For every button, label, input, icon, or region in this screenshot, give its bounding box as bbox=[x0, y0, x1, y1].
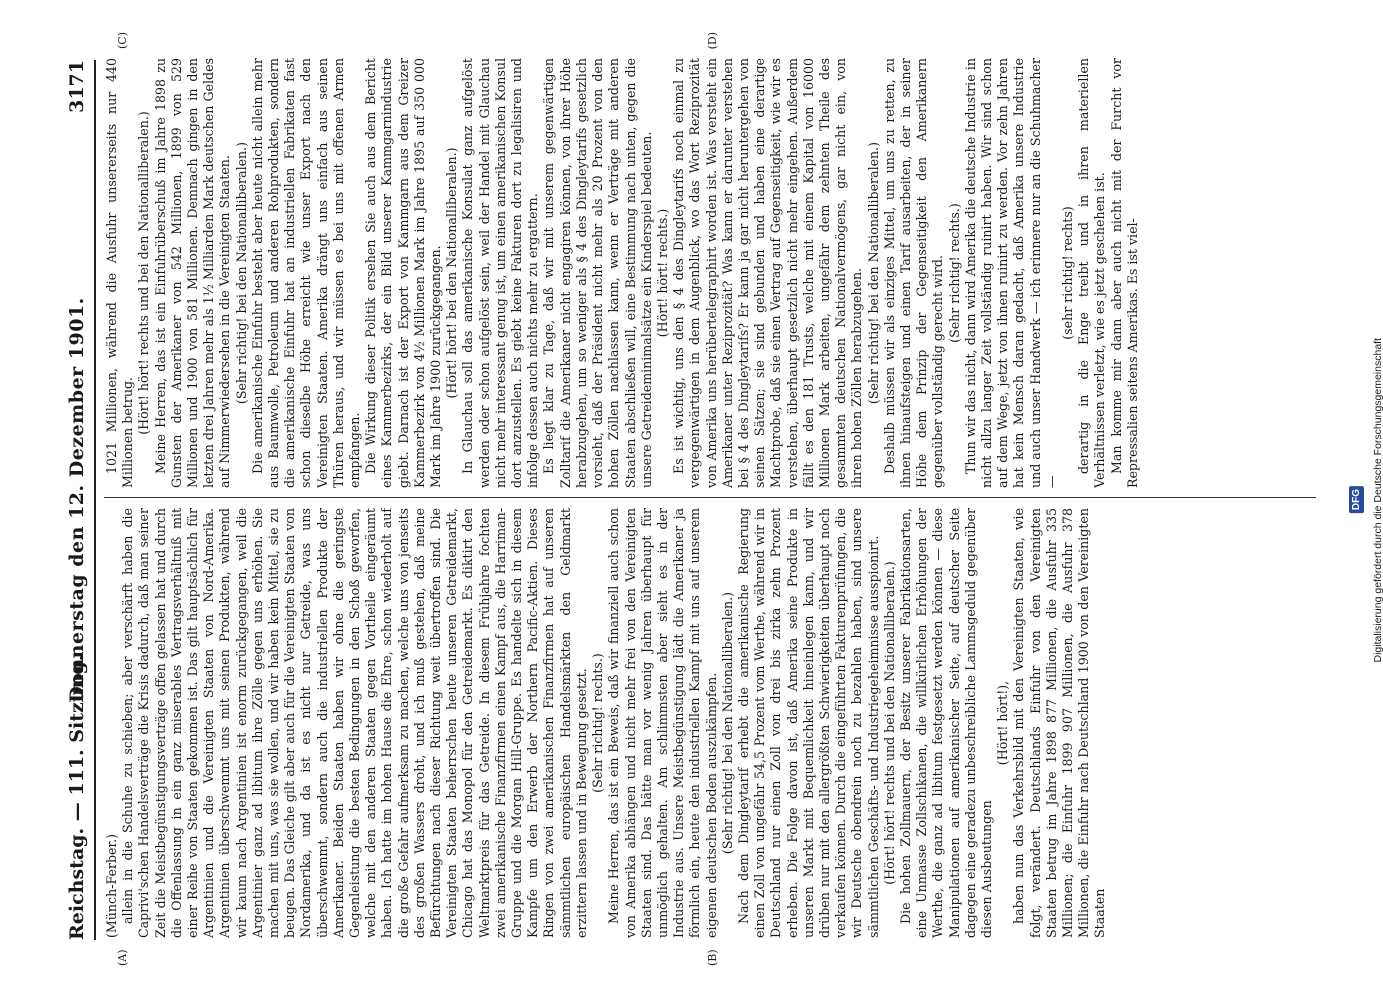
paragraph: Die hohen Zollmauern, der Besitz unserer Fabrikationsarten, eine Unmasse Zollschikanen, die willkürlichen Erhöhungen der Werthe, die ganz ad libitum festgesetzt werden können — diese Manipulationen auf amerikanischer Seite, auf deutscher Seite dagegen eine geradezu unbeschreibliche Lammsgeduld gegenüber diesen Ausbeutungen bbox=[897, 508, 994, 938]
credit-text: Digitalisierung gefördert durch die Deutsche Forschungsgemeinschaft bbox=[1371, 337, 1383, 663]
paragraph: Die Wirkung dieser Politik ersehen Sie auch aus dem Bericht eines Kammerbezirks, der ein Bild unserer Kammgarnindustrie giebt. Darnach ist der Export von Kammgarn aus dem Greizer Kammerbezirk von 4½ Millionen Mark im Jahre 1895 auf 350 000 Mark im Jahre 1900 zurückgegangen. bbox=[363, 58, 444, 488]
interjection: (Hört! hört! rechts und bei den Nationalliberalen.) bbox=[136, 111, 152, 435]
interjection: (sehr richtig! rechts) bbox=[1059, 206, 1075, 340]
dfg-logo: DFG bbox=[1349, 486, 1364, 513]
paragraph: Die amerikanische Einfuhr besteht aber heute nicht allein mehr aus Baumwolle, Petroleum und anderen Rohprodukten, sondern die amerikanische Einfuhr hat an industriellen Fabrikaten fast schon dieselbe Höhe erreicht wie unser Export nach den Vereinigten Staaten. Amerika drängt uns einfach aus seinen Thüren heraus, und wir müssen es bei uns mit offenen Armen empfangen. bbox=[249, 58, 363, 488]
paragraph: Deshalb müssen wir als einziges Mittel, um uns zu retten, zu ihnen hinaufsteigen und einen Tarif ausarbeiten, der in seiner Höhe dem Prinzip der Gegenseitigkeit den Amerikanern gegenüber vollständig gerecht wird. bbox=[881, 58, 946, 488]
left-text-column bbox=[104, 508, 1316, 938]
right-text-column bbox=[104, 58, 1316, 488]
header-section: Reichstag. — 111. Sitzung. bbox=[66, 654, 88, 940]
paragraph: derartig in die Enge treibt und in ihren materiellen Verhältnissen verletzt, wie es jetzt geschehen ist. bbox=[1076, 58, 1108, 488]
margin-marker-c: (C) bbox=[116, 32, 129, 49]
paragraph: Es ist wichtig, uns den § 4 des Dingleytarifs noch einmal zu vergegenwärtigen in dem Augenblick, wo das Wort Reziprozität von Amerika uns herübertelegraphirt worden ist. Was versteht ein Amerikaner unter Reziprozität? Was kann er darunter verstehen bei § 4 des Dingleytarifs? Er kann ja gar nicht heruntergehen von seinen Sätzen; sie sind gebunden und haben eine derartige Machtprobe, daß sie einen Vertrag auf Gegenseitigkeit, wie wir es verstehen, überhaupt gesetzlich nicht mehr eingehen. Außerdem fällt es den 181 Trusts, welche mit einem Kapital von 16000 Millionen Mark arbeiten, ungefähr dem zehnten Theile des gesammten deutschen Nationalvermögens, gar nicht ein, von ihren hohen Zöllen herabzugehen. bbox=[671, 58, 865, 488]
document-page bbox=[46, 30, 1336, 970]
interjection: (Sehr richtig! rechts.) bbox=[946, 203, 962, 343]
interjection: (Sehr richtig! bei den Nationalliberalen.) bbox=[719, 591, 735, 855]
speaker-name: (Münch-Ferber.) bbox=[104, 833, 119, 938]
paragraph: Meine Herren, das ist ein Einfuhrüberschuß im Jahre 1898 zu Gunsten der Amerikaner von 542 Millionen, 1899 von 529 Millionen und 1900 von 581 Millionen. Demnach gingen in den letzten drei Jahren mehr als 1½ Milliarden Mark deutschen Geldes auf Nimmerwiedersehen in die Vereinigten Staaten. bbox=[152, 58, 233, 488]
paragraph: allein in die Schuhe zu schieben; aber verschärft haben die Caprivi'schen Handelsverträge die Krisis dadurch, daß man seiner Zeit die Meistbegünstigungsverträge offen gelassen hat und durch die Offenlassung in ein ganz miserables Vertragsverhältniß mit einer Reihe von Staaten gekommen ist. Das gilt hauptsächlich für Argentinien und die Vereinigten Staaten von Nord-Amerika. Argentinien überschwemmt uns mit seinen Produkten, während wir kaum nach Argentinien ist enorm zurückgegangen, weil die Argentinier ganz ad libitum ihre Zölle gegen uns erhöhen. Sie machen mit uns, was sie wollen, und wir haben kein Mittel, sie zu beugen. Das Gleiche gilt aber auch für die Vereinigten Staaten von Nordamerika, und da ist es nicht nur Getreide, was uns überschwemmt, sondern auch die industriellen Produkte der Amerikaner. Beiden Staaten haben wir ohne die geringste Gegenleistung die besten Bedingungen in den Schoß geworfen, welche mit den anderen Staaten gegen Vortheile eingeräumt haben. Ich hatte im hohen Hause die Ehre, schon wiederholt auf die große Gefahr aufmerksam zu machen, welche uns von jenseits des großen Wassers droht, und ich muß gestehen, daß meine Befürchtungen nach dieser Richtung weit übertroffen sind. Die Vereinigten Staaten beherrschen heute unseren Getreidemarkt, Chicago hat das Monopol für den Getreidemarkt. Es diktirt den Weltmarktpreis für das Getreide. In diesem Frühjahre fochten zwei amerikanische Finanzfirmen einen Kampf aus, die Harriman-Gruppe und die Morgan Hill-Gruppe. Es handelte sich in diesem Kampfe um den Erwerb der Northern Pacific-Aktien. Dieses Ringen von zwei amerikanischen Finanzfirmen hat auf unseren sämmtlichen europäischen Handelsmärkten den Geldmarkt erzittern lassen und in Bewegung gesetzt. bbox=[120, 508, 589, 938]
interjection: (Hört! hört! bei den Nationalliberalen.) bbox=[444, 147, 460, 399]
paragraph: haben nun das Verkehrsbild mit den Vereinigten Staaten, wie folgt, verändert. Deutschlands Einfuhr von den Vereinigten Staaten betrug im Jahre 1898 877 Millionen, die Ausfuhr 335 Millionen; die Einfuhr 1899 907 Millionen, die Ausfuhr 378 Millionen, die Einfuhr nach Deutschland 1900 von den Vereinigten Staaten bbox=[1011, 508, 1108, 938]
margin-marker-b: (B) bbox=[706, 949, 719, 966]
margin-marker-d: (D) bbox=[706, 32, 719, 50]
paragraph: Man komme mir dann aber auch nicht mit der Furcht vor Repressalien seitens Amerikas. Es ist viel- bbox=[1108, 58, 1140, 488]
interjection: (Hört! hört!), bbox=[995, 680, 1011, 766]
paragraph: Es liegt klar zu Tage, daß wir mit unserem gegenwärtigen Zolltarif die Amerikaner nicht engagiren können, von ihrer Höhe herabzugehen, um so weniger als § 4 des Dingleytarifs gesetzlich vorsieht, daß der Präsident nicht mehr als 20 Prozent von den hohen Zöllen nachlassen kann, wenn er Verträge mit anderen Staaten abschließen will, eine Bestimmung nach unten, gegen die unsere Getreideminimalsätze ein Kinderspiel bedeuten. bbox=[541, 58, 654, 488]
page-header bbox=[60, 60, 96, 940]
paragraph: Thun wir das nicht, dann wird Amerika die deutsche Industrie in nicht allzu langer Zeit vollständig ruinirt haben. Wir sind schon auf dem Wege, jetzt von ihnen ruinirt zu werden. Vor zehn Jahren hat kein Mensch daran gedacht, daß Amerika unsere Industrie und auch unser Handwerk — ich erinnere nur an die Schuhmacher — bbox=[962, 58, 1059, 488]
interjection: (Hört! hört! rechts und bei den Nationalliberalen.) bbox=[881, 561, 897, 885]
paragraph: In Glauchau soll das amerikanische Konsulat ganz aufgelöst werden oder schon aufgelöst sein, weil der Handel mit Glauchau nicht mehr interessant genug ist, um einen amerikanischen Konsul dort anzustellen. Es giebt keine Fakturen dort zu legalisiren und infolge dessen auch nichts mehr zu ergattern. bbox=[460, 58, 541, 488]
paragraph: Meine Herren, das ist ein Beweis, daß wir finanziell auch schon von Amerika abhängen und nicht mehr frei von den Vereinigten Staaten sind. Das hätte man vor wenig Jahren überhaupt für unmöglich gehalten. Am schlimmsten aber sieht es in der Industrie aus. Unsere Meistbegünstigung lädt die Amerikaner ja förmlich ein, heute den industriellen Kampf mit uns auf unserem eigenen deutschen Boden auszukämpfen. bbox=[606, 508, 719, 938]
interjection: (Sehr richtig! rechts.) bbox=[590, 653, 606, 793]
interjection: (Sehr richtig! bei den Nationalliberalen.) bbox=[865, 141, 881, 405]
interjection: (Sehr richtig! bei den Nationalliberalen.) bbox=[233, 141, 249, 405]
paragraph: 1021 Millionen, während die Ausfuhr unsererseits nur 440 Millionen betrug. bbox=[104, 58, 136, 488]
digitization-credit bbox=[1350, 18, 1383, 982]
header-date: Donnerstag den 12. Dezember 1901. bbox=[66, 297, 88, 703]
interjection: (Hört! hört! rechts.) bbox=[654, 208, 670, 338]
paragraph: Nach dem Dingleytarif erhebt die amerikanische Regierung einen Zoll von ungefähr 54,5 Prozent vom Werthe, während wir in Deutschland nur einen Zoll von drei bis zirka zehn Prozent erheben. Die Folge davon ist, daß Amerika seine Produkte in unseren Markt mit Bequemlichkeit hineinlegen kann, und wir drüben nur mit den allergrößten Schwierigkeiten überhaupt noch verkaufen können. Durch die eingeführten Fakturenprüfungen, die wir Deutsche obendrein noch zu bezahlen haben, sind unsere sämmtlichen Geschäfts- und Industriegeheimnisse ausspionirt. bbox=[735, 508, 881, 938]
column-divider bbox=[104, 497, 1316, 498]
page-number: 3171 bbox=[66, 60, 88, 113]
margin-marker-a: (A) bbox=[116, 949, 129, 966]
